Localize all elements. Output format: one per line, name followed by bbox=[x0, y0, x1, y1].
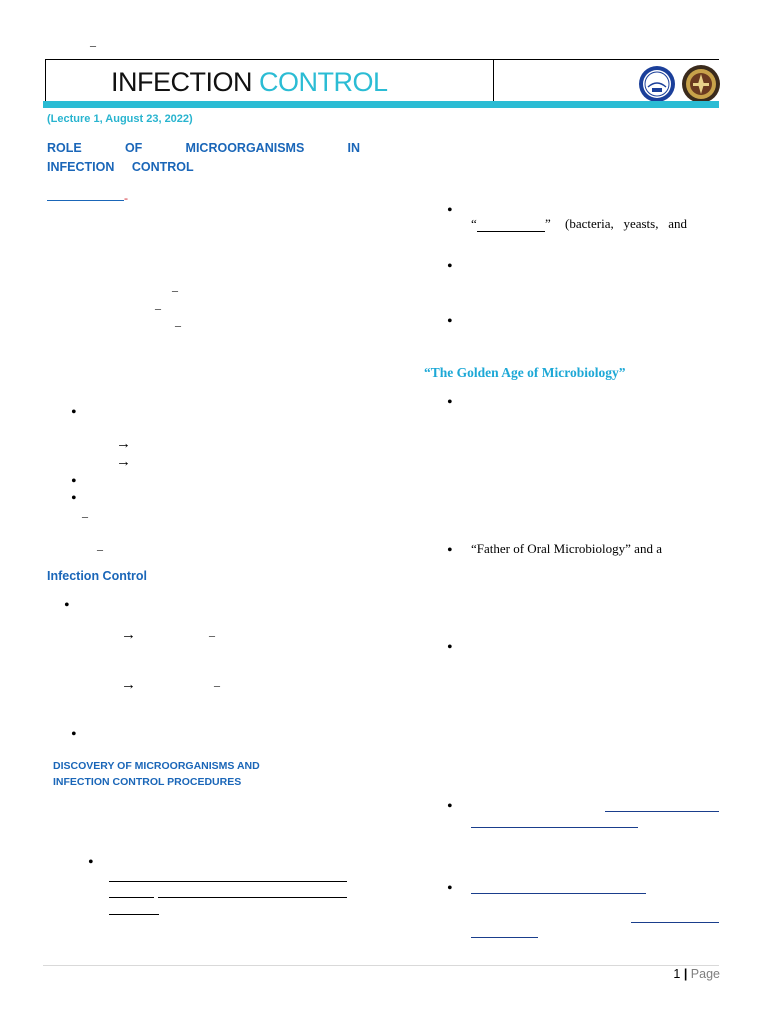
arrow-3: → bbox=[121, 627, 136, 643]
dash-1: – bbox=[172, 283, 178, 297]
quote-open: “ bbox=[471, 216, 477, 231]
bullet: • bbox=[447, 639, 453, 656]
blank-underline bbox=[471, 893, 646, 894]
blank-underline bbox=[47, 200, 124, 201]
bullet: • bbox=[64, 597, 70, 614]
blank-underline bbox=[109, 881, 347, 882]
bullet: • bbox=[88, 854, 94, 871]
dash-5: – bbox=[97, 542, 103, 556]
dash-3: – bbox=[175, 318, 181, 332]
document-title bbox=[111, 64, 388, 100]
blank-underline bbox=[471, 937, 538, 938]
page-number: 1 bbox=[673, 967, 681, 981]
red-dash: - bbox=[124, 191, 128, 205]
bullet: • bbox=[447, 880, 453, 897]
dash-6: – bbox=[209, 628, 215, 642]
blank-underline bbox=[158, 897, 347, 898]
header-dash: – bbox=[90, 38, 96, 52]
bullet: • bbox=[71, 404, 77, 421]
title-infection: INFECTION bbox=[111, 67, 252, 97]
bullet: • bbox=[447, 202, 453, 219]
dash-7: – bbox=[214, 678, 220, 692]
header-top-rule bbox=[45, 59, 719, 60]
arrow-2: → bbox=[116, 454, 131, 470]
dash-4: – bbox=[82, 509, 88, 523]
header-left-border bbox=[45, 59, 46, 101]
blank-underline bbox=[109, 897, 154, 898]
header-divider bbox=[493, 59, 494, 101]
blank-underline bbox=[477, 231, 545, 232]
quote-close: ” bbox=[545, 216, 551, 231]
header-accent-bar bbox=[43, 101, 719, 108]
section-title-discovery-line1: DISCOVERY OF MICROORGANISMS AND bbox=[53, 760, 260, 772]
section-title-infection-control: Infection Control bbox=[47, 569, 147, 583]
page-footer bbox=[673, 967, 720, 981]
page-label: Page bbox=[690, 967, 720, 981]
bullet: • bbox=[71, 473, 77, 490]
golden-age-heading: “The Golden Age of Microbiology” bbox=[424, 365, 626, 380]
bullet: • bbox=[447, 394, 453, 411]
bullet: • bbox=[447, 542, 453, 559]
college-seal-logo bbox=[681, 64, 721, 104]
bullet: • bbox=[71, 726, 77, 743]
blank-underline bbox=[605, 811, 719, 812]
section-title-role-of-microorganisms: ROLE OF MICROORGANISMS IN INFECTION CONTROL bbox=[47, 141, 360, 174]
title-control: CONTROL bbox=[259, 67, 388, 97]
bacteria-text: (bacteria, yeasts, and bbox=[565, 216, 688, 231]
blank-underline bbox=[109, 914, 159, 915]
bullet: • bbox=[447, 798, 453, 815]
bullet: • bbox=[447, 313, 453, 330]
arrow-1: → bbox=[116, 436, 131, 452]
bullet: • bbox=[447, 258, 453, 275]
arrow-4: → bbox=[121, 677, 136, 693]
blank-underline bbox=[631, 922, 719, 923]
section-title-discovery bbox=[53, 758, 260, 790]
page-separator: | bbox=[683, 967, 688, 981]
university-seal-logo bbox=[638, 65, 676, 103]
blank-underline bbox=[471, 827, 638, 828]
section-title-discovery-line2: INFECTION CONTROL PROCEDURES bbox=[53, 776, 242, 788]
footer-rule bbox=[43, 965, 719, 966]
bullet: • bbox=[71, 490, 77, 507]
lecture-date: (Lecture 1, August 23, 2022) bbox=[47, 113, 193, 125]
father-of-oral-microbiology: “Father of Oral Microbiology” and a bbox=[471, 541, 662, 556]
dash-2: – bbox=[155, 301, 161, 315]
